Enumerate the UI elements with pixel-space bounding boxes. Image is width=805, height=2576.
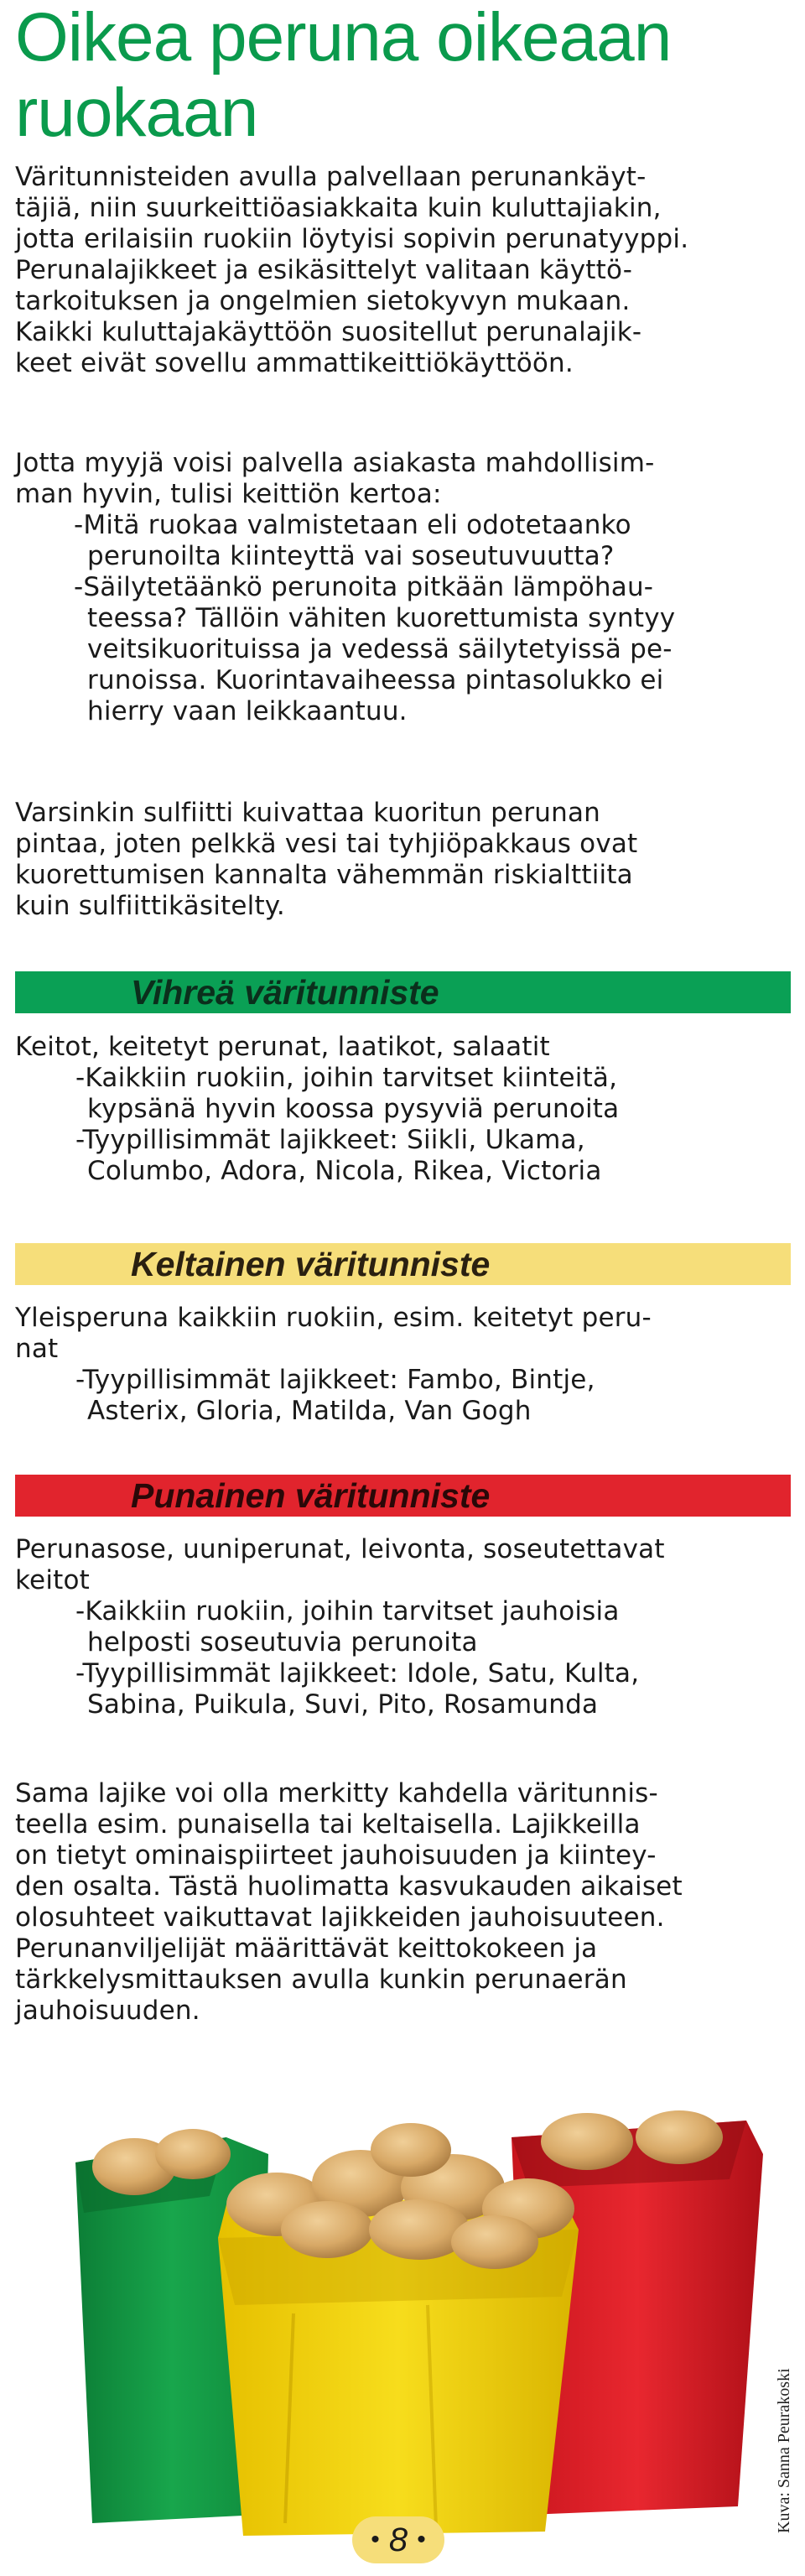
bullet-left: •	[371, 2526, 380, 2553]
list-item-cont: Asterix, Gloria, Matilda, Van Gogh	[87, 1396, 532, 1426]
list-item-cont: helposti soseutuvia perunoita	[87, 1627, 478, 1657]
potato	[636, 2110, 723, 2164]
green-section	[15, 1032, 795, 1187]
yellow-bag	[218, 2123, 579, 2536]
text-line: Varsinkin sulfiitti kuivattaa kuoritun perunan	[15, 798, 601, 828]
text-line: jauhoisuuden.	[15, 1996, 200, 2026]
text-line: Perunanviljelijät määrittävät keittokokeen ja	[15, 1933, 598, 1964]
list-item-cont: perunoilta kiinteyttä vai soseutuvuutta?	[87, 541, 615, 571]
red-section	[15, 1534, 795, 1720]
list-item-cont: Sabina, Puikula, Suvi, Pito, Rosamunda	[87, 1689, 599, 1720]
potato	[451, 2215, 538, 2269]
green-label-bar	[15, 971, 791, 1013]
potato	[541, 2113, 633, 2170]
red-label-bar	[15, 1475, 791, 1517]
text-line: pintaa, joten pelkkä vesi tai tyhjiöpakkaus ovat	[15, 829, 638, 859]
list-item: -Tyypillisimmät lajikkeet: Idole, Satu, Kulta,	[75, 1658, 640, 1689]
list-item: -Säilytetäänkö perunoita pitkään lämpöhau-	[74, 572, 654, 602]
text-line: tarkoituksen ja ongelmien sietokyvyn mukaan.	[15, 286, 631, 316]
potato-bags-photo	[75, 2104, 797, 2540]
list-item: -Tyypillisimmät lajikkeet: Fambo, Bintje,	[75, 1365, 595, 1395]
text-line: kuin sulfiittikäsitelty.	[15, 891, 285, 921]
text-line: Väritunnisteiden avulla palvellaan perunankäyt-	[15, 162, 647, 192]
text-line: Kaikki kuluttajakäyttöön suositellut perunalajik-	[15, 317, 642, 347]
list-item-cont: runoissa. Kuorintavaiheessa pintasolukko ei	[87, 665, 664, 695]
text-line: jotta erilaisiin ruokiin löytyisi sopivin perunatyyppi.	[15, 224, 689, 254]
text-line: Keitot, keitetyt perunat, laatikot, salaatit	[15, 1032, 550, 1062]
yellow-section	[15, 1303, 795, 1427]
text-line: Yleisperuna kaikkiin ruokiin, esim. keitetyt peru-	[15, 1303, 652, 1333]
text-line: täjiä, niin suurkeittiöasiakkaita kuin kuluttajiakin,	[15, 193, 662, 223]
list-item-cont: veitsikuorituissa ja vedessä säilytetyissä pe-	[87, 634, 673, 664]
potato	[155, 2129, 231, 2179]
text-line: Perunalajikkeet ja esikäsittelyt valitaan käyttö-	[15, 255, 633, 285]
text-line: Sama lajike voi olla merkitty kahdella väritunnis-	[15, 1778, 658, 1808]
closing-paragraph	[15, 1778, 795, 2027]
title-line: Oikea peruna oikeaan	[15, 0, 672, 75]
page-title	[15, 0, 795, 151]
list-item-cont: hierry vaan leikkaantuu.	[87, 696, 408, 726]
page-number-badge	[352, 2516, 444, 2563]
list-item-cont: teessa? Tällöin vähiten kuorettumista syntyy	[87, 603, 676, 633]
text-line: kuorettumisen kannalta vähemmän riskialttiita	[15, 860, 633, 890]
text-line: man hyvin, tulisi keittiön kertoa:	[15, 479, 442, 509]
text-line: nat	[15, 1334, 59, 1364]
sulfite-paragraph	[15, 798, 795, 922]
list-item-cont: kypsänä hyvin koossa pysyviä perunoita	[87, 1094, 620, 1124]
text-line: olosuhteet vaikuttavat lajikkeiden jauhoisuuteen.	[15, 1902, 665, 1933]
list-item: -Kaikkiin ruokiin, joihin tarvitset kiinteitä,	[75, 1063, 618, 1093]
intro-paragraph	[15, 162, 795, 379]
yellow-label-bar	[15, 1243, 791, 1285]
text-line: Perunasose, uuniperunat, leivonta, soseutettavat	[15, 1534, 665, 1564]
title-line: ruokaan	[15, 75, 258, 151]
text-line: keet eivät sovellu ammattikeittiökäyttöön.	[15, 348, 574, 378]
potato	[281, 2201, 373, 2258]
seller-paragraph	[15, 448, 795, 727]
red-heading: Punainen väritunniste	[131, 1476, 491, 1515]
text-line: teella esim. punaisella tai keltaisella. Lajikkeilla	[15, 1809, 641, 1840]
text-line: Jotta myyjä voisi palvella asiakasta mahdollisim-	[15, 448, 655, 478]
text-line: den osalta. Tästä huolimatta kasvukauden aikaiset	[15, 1871, 683, 1902]
page-number: 8	[388, 2521, 408, 2558]
list-item: -Mitä ruokaa valmistetaan eli odotetaanko	[74, 510, 631, 540]
list-item: -Kaikkiin ruokiin, joihin tarvitset jauhoisia	[75, 1596, 620, 1626]
potato	[371, 2123, 451, 2177]
list-item-cont: Columbo, Adora, Nicola, Rikea, Victoria	[87, 1156, 602, 1186]
list-item: -Tyypillisimmät lajikkeet: Siikli, Ukama,	[75, 1125, 585, 1155]
text-line: on tietyt ominaispiirteet jauhoisuuden ja kiintey-	[15, 1840, 657, 1871]
yellow-heading: Keltainen väritunniste	[131, 1245, 491, 1283]
text-line: keitot	[15, 1565, 91, 1595]
text-line: tärkkelysmittauksen avulla kunkin perunaerän	[15, 1965, 627, 1995]
photo-credit: Kuva: Sanna Peurakoski	[775, 2368, 793, 2533]
green-heading: Vihreä väritunniste	[131, 973, 439, 1012]
bullet-right: •	[417, 2526, 426, 2553]
